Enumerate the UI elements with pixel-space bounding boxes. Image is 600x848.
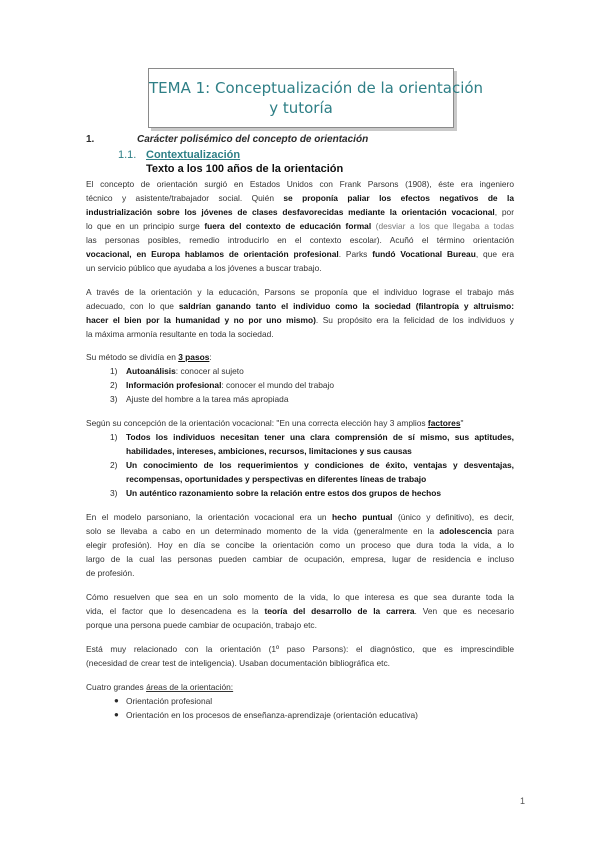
step-item: Información profesional: conocer el mundo del trabajo [126, 380, 335, 390]
paragraph-1-line: un servicio público que ayudaba a los jóvenes a buscar trabajo. [86, 263, 322, 273]
factor-number: 3) [110, 488, 118, 498]
title-line-2: y tutoría [269, 99, 333, 117]
step-number: 3) [110, 394, 118, 404]
area-item: Orientación en los procesos de enseñanza-aprendizaje (orientación educativa) [126, 710, 418, 720]
factors-intro: Según su concepción de la orientación vocacional: "En una correcta elección hay 3 amplios factores" [86, 418, 464, 428]
paragraph-5-line: de profesión. [86, 568, 135, 578]
step-item: Ajuste del hombre a la tarea más apropiada [126, 394, 289, 404]
paragraph-2-line: adecuado, con lo que saldrían ganando tanto el individuo como la sociedad (filantropía y altruismo: [86, 301, 514, 311]
paragraph-6-line: Cómo resuelven que sea en un solo momento de la vida, lo que interesa es que sea durante toda la [86, 592, 514, 602]
subsection-title: Contextualización [146, 149, 241, 161]
areas-intro: Cuatro grandes áreas de la orientación: [86, 682, 234, 692]
paragraph-1-line: industrialización sobre los jóvenes de clases desfavorecidas mediante la orientación vocacional, por [86, 207, 514, 217]
page-number: 1 [520, 796, 526, 806]
step-number: 2) [110, 380, 118, 390]
title-line-1: TEMA 1: Conceptualización de la orientación [149, 79, 484, 97]
paragraph-1-line: técnico y asistente/trabajador social. Quién se proponía paliar los efectos negativos de la [86, 193, 514, 203]
factor-item: habilidades, intereses, ambiciones, recursos, limitaciones y sus causas [126, 446, 412, 456]
paragraph-2-line: A través de la orientación y la educación, Parsons se proponía que el individuo lograse el trabajo más [86, 287, 514, 297]
paragraph-1-line: vocacional, en Europa hablamos de orientación profesional. Parks fundó Vocational Bureau, que era [86, 249, 515, 259]
factor-number: 1) [110, 432, 118, 442]
bullet-icon: ● [114, 696, 119, 705]
area-item: Orientación profesional [126, 696, 213, 706]
article-heading: Texto a los 100 años de la orientación [146, 163, 344, 175]
step-number: 1) [110, 366, 118, 376]
bullet-icon: ● [114, 710, 119, 719]
section-title: Carácter polisémico del concepto de orientación [137, 134, 369, 145]
section-number: 1. [86, 134, 95, 145]
paragraph-7-line: Está muy relacionado con la orientación (1º paso Parsons): el diagnóstico, que es imprescindible [86, 644, 514, 654]
paragraph-5-line: solo se llevaba a cabo en un determinado momento de la vida (generalmente en la adolescencia para [86, 526, 514, 536]
paragraph-5-line: elegir profesión). Hoy en día se concibe la orientación como un proceso que dura toda la vida, a lo [86, 540, 514, 550]
paragraph-6-line: vida, el factor que lo desencadena es la teoría del desarrollo de la carrera. Ven que es necesario [86, 606, 514, 616]
subsection-number: 1.1. [118, 149, 137, 161]
paragraph-1-line: las personas posibles, remedio introducirlo en el contexto escolar). Acuñó el término orientación [86, 235, 514, 245]
paragraph-2-line: la máxima armonía resultante en toda la sociedad. [86, 329, 274, 339]
step-item: Autoanálisis: conocer al sujeto [126, 366, 244, 376]
paragraph-2-line: hacer el bien por la humanidad y no por uno mismo). Su propósito era la felicidad de los individuos y [86, 315, 514, 325]
paragraph-5-line: En el modelo parsoniano, la orientación vocacional era un hecho puntual (único y definitivo), es decir, [86, 512, 514, 522]
factor-item: Todos los individuos necesitan tener una clara comprensión de sí mismo, sus aptitudes, [126, 432, 514, 442]
paragraph-7-line: (necesidad de crear test de inteligencia). Usaban documentación bibliográfica etc. [86, 658, 391, 668]
paragraph-1-line: El concepto de orientación surgió en Estados Unidos con Frank Parsons (1908), éste era ingeniero [86, 179, 514, 189]
title-box [148, 68, 484, 128]
steps-intro: Su método se dividía en 3 pasos: [86, 352, 212, 362]
factor-item: Un conocimiento de los requerimientos y condiciones de éxito, ventajas y desventajas, [126, 460, 514, 470]
factor-number: 2) [110, 460, 118, 470]
factor-item: recompensas, oportunidades y perspectivas en diferentes líneas de trabajo [126, 474, 427, 484]
paragraph-1-line: lo que en un principio surge fuera del contexto de educación formal (desviar a los que llegaba a todas [86, 221, 514, 231]
factor-item: Un auténtico razonamiento sobre la relación entre estos dos grupos de hechos [126, 488, 442, 498]
paragraph-5-line: largo de la cual las personas pueden cambiar de ocupación, empresa, lugar de residencia e incluso [86, 554, 514, 564]
paragraph-6-line: porque una persona puede cambiar de ocupación, trabajo etc. [86, 620, 317, 630]
